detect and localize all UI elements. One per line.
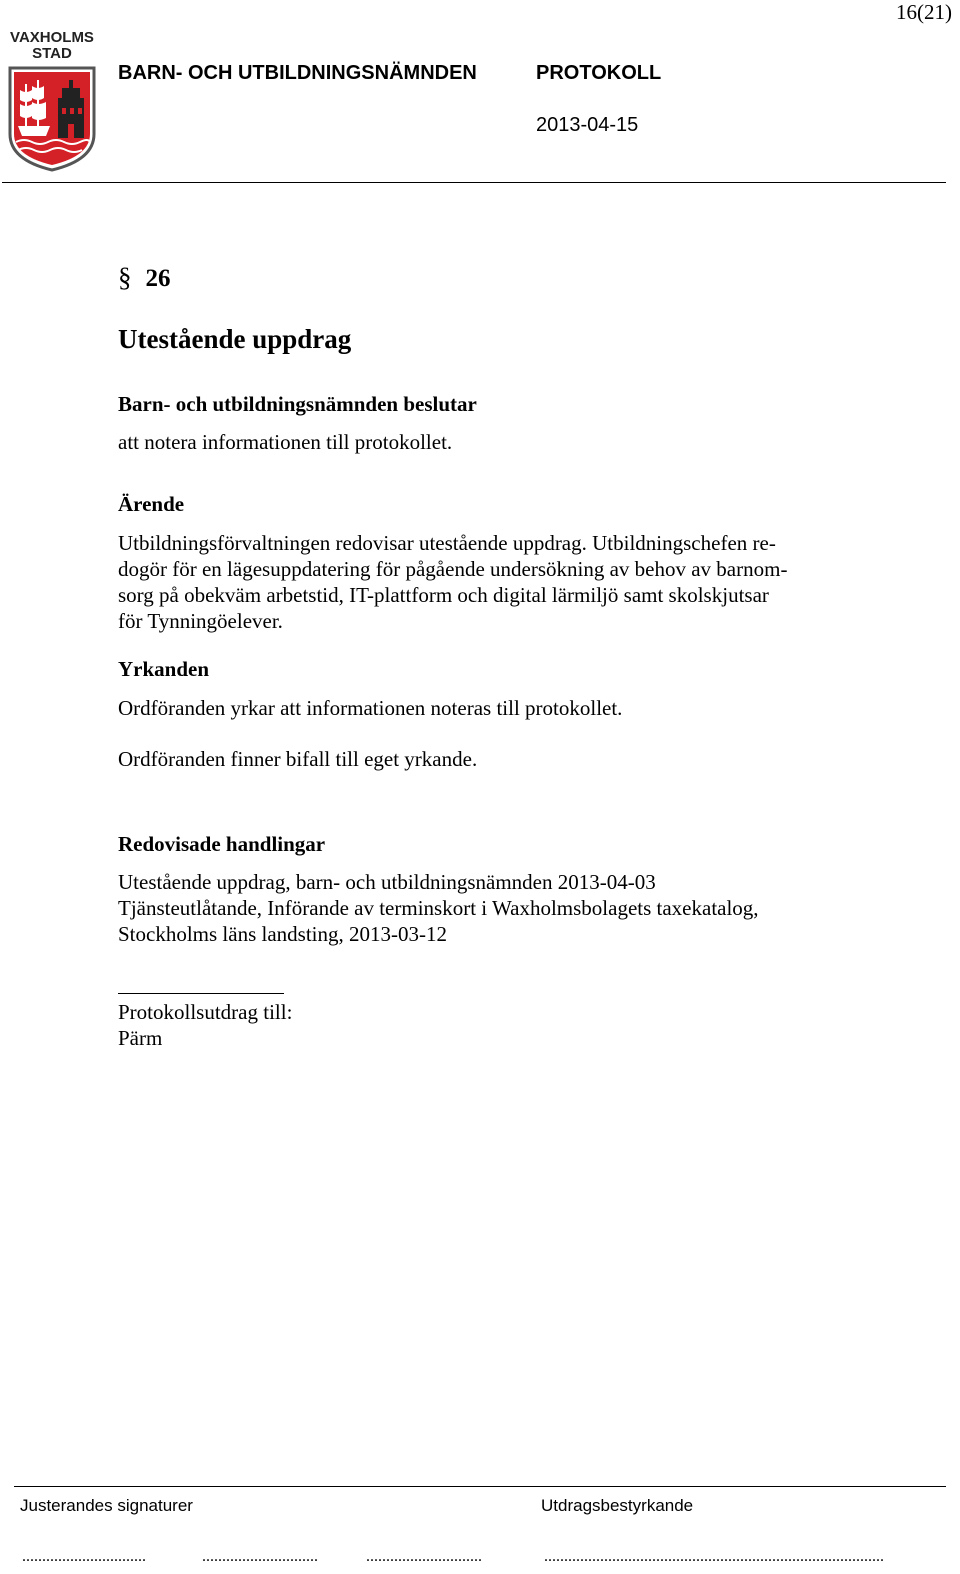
committee-name: BARN- OCH UTBILDNINGSNÄMNDEN: [118, 62, 477, 84]
arende-line: Utbildningsförvaltningen redovisar utestående uppdrag. Utbildningschefen re-: [118, 531, 776, 555]
yrkanden-heading: Yrkanden: [118, 657, 210, 681]
decision-heading: Barn- och utbildningsnämnden beslutar: [118, 392, 477, 416]
arende-text: [118, 530, 787, 634]
logo-text-line2: STAD: [32, 45, 72, 62]
decision-text: att notera informationen till protokollet.: [118, 430, 453, 454]
coat-of-arms-icon: [4, 64, 100, 172]
signatures-label: Justerandes signaturer: [20, 1496, 193, 1515]
section-sign: §: [118, 262, 132, 292]
handling-line: Tjänsteutlåtande, Införande av terminskort i Waxholmsbolagets taxekatalog,: [118, 896, 759, 920]
yrkanden-text-1: Ordföranden yrkar att informationen noteras till protokollet.: [118, 696, 623, 720]
page-number: 16(21): [896, 0, 952, 24]
arende-line: för Tynningöelever.: [118, 609, 283, 633]
arende-line: sorg på obekväm arbetstid, IT-plattform och digital lärmiljö samt skolskjutsar: [118, 583, 769, 607]
signature-line-3: .............................: [366, 1548, 482, 1565]
logo-text-line1: VAXHOLMS: [10, 29, 94, 46]
certification-line: .....................................................................................: [544, 1548, 884, 1565]
municipality-logo: [4, 30, 100, 172]
handlingar-heading: Redovisade handlingar: [118, 832, 326, 856]
extract-recipient: Pärm: [118, 1026, 163, 1050]
handling-line: Stockholms läns landsting, 2013-03-12: [118, 922, 447, 946]
extract-divider: [118, 993, 284, 994]
footer-divider: [14, 1486, 946, 1487]
arende-heading: Ärende: [118, 492, 185, 516]
paragraph-number: [118, 262, 171, 293]
extract-label: Protokollsutdrag till:: [118, 1000, 293, 1024]
signature-line-2: .............................: [202, 1548, 318, 1565]
header-divider: [2, 182, 946, 183]
meeting-date: 2013-04-15: [536, 114, 639, 136]
arende-line: dogör för en lägesuppdatering för pågående undersökning av behov av barnom-: [118, 557, 788, 581]
handling-line: Utestående uppdrag, barn- och utbildningsnämnden 2013-04-03: [118, 870, 656, 894]
paragraph-title: Utestående uppdrag: [118, 324, 352, 354]
document-type: PROTOKOLL: [536, 62, 662, 84]
signature-line-1: ...............................: [22, 1548, 146, 1565]
handlingar-list: [118, 869, 759, 947]
certification-label: Utdragsbestyrkande: [541, 1496, 694, 1515]
paragraph-number-value: 26: [145, 265, 171, 292]
yrkanden-text-2: Ordföranden finner bifall till eget yrkande.: [118, 747, 478, 771]
